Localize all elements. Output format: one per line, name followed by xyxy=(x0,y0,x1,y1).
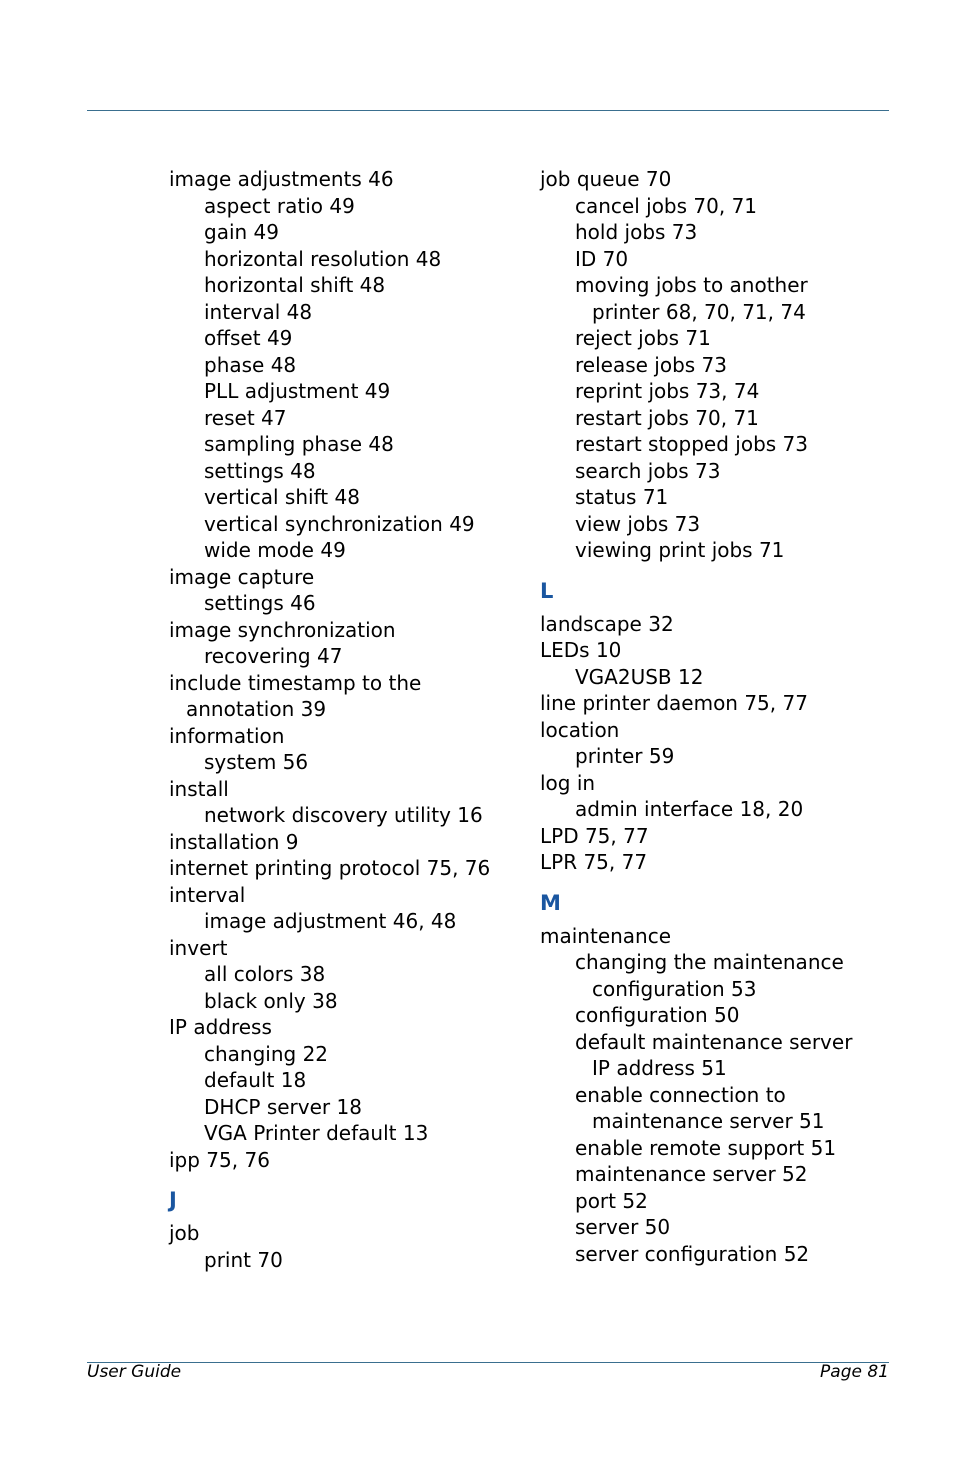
index-letter-heading: M xyxy=(540,890,561,915)
index-entry: job queue 70 xyxy=(540,167,672,191)
index-subentry: aspect ratio 49 xyxy=(204,193,355,218)
index-subentry: offset 49 xyxy=(204,326,293,350)
index-entry: LPD 75, 77 xyxy=(540,823,649,848)
index-subentry: hold jobs 73 xyxy=(575,220,698,244)
index-entry: information xyxy=(169,723,285,748)
index-subentry: interval 48 xyxy=(204,299,313,324)
index-subentry: cancel jobs 70, 71 xyxy=(575,193,758,218)
index-subentry: all colors 38 xyxy=(204,962,326,986)
index-subentry: ID 70 xyxy=(575,246,629,271)
footer-page-number: Page 81 xyxy=(820,1362,889,1382)
index-entry: landscape 32 xyxy=(540,611,674,636)
index-entry: invert xyxy=(169,935,228,960)
index-subentry: configuration 50 xyxy=(575,1003,740,1027)
index-subentry: phase 48 xyxy=(204,352,297,377)
index-subentry: maintenance server 52 xyxy=(575,1162,808,1186)
index-subentry: changing the maintenance xyxy=(575,950,844,974)
index-entry: internet printing protocol 75, 76 xyxy=(169,856,491,880)
index-subentry: server 50 xyxy=(575,1215,671,1239)
index-entry: install xyxy=(169,776,229,801)
index-entry: IP address xyxy=(169,1015,272,1039)
index-subentry: view jobs 73 xyxy=(575,511,701,536)
index-subentry: port 52 xyxy=(575,1188,648,1213)
index-subentry: viewing print jobs 71 xyxy=(575,538,785,562)
index-subentry: restart stopped jobs 73 xyxy=(575,432,808,456)
index-entry: image synchronization xyxy=(169,617,396,642)
index-subentry: status 71 xyxy=(575,485,669,509)
index-subentry: VGA2USB 12 xyxy=(575,664,704,689)
index-subentry: release jobs 73 xyxy=(575,352,728,377)
index-subentry: system 56 xyxy=(204,750,309,774)
index-column-right xyxy=(540,166,880,1267)
index-subentry: restart jobs 70, 71 xyxy=(575,405,759,430)
section-gap xyxy=(540,564,880,578)
index-entry: log in xyxy=(540,770,596,795)
index-subentry: reject jobs 71 xyxy=(575,326,711,350)
footer-rule xyxy=(87,1362,889,1363)
index-entry: maintenance xyxy=(540,923,672,948)
index-subentry: settings 46 xyxy=(204,591,316,615)
index-subentry: enable connection to xyxy=(575,1082,786,1107)
index-entry: location xyxy=(540,717,620,742)
index-subentry: wide mode 49 xyxy=(204,538,346,562)
index-entry: line printer daemon 75, 77 xyxy=(540,691,808,715)
index-subentry: default maintenance server xyxy=(575,1029,853,1054)
index-subentry: sampling phase 48 xyxy=(204,432,394,456)
index-entry-continuation: maintenance server 51 xyxy=(592,1109,825,1133)
index-entry-continuation: annotation 39 xyxy=(186,697,327,721)
index-entry-continuation: configuration 53 xyxy=(592,976,757,1001)
index-letter-heading: J xyxy=(169,1188,177,1212)
index-subentry: printer 59 xyxy=(575,744,675,768)
index-subentry: VGA Printer default 13 xyxy=(204,1121,429,1145)
index-subentry: vertical shift 48 xyxy=(204,485,360,509)
index-entry: LPR 75, 77 xyxy=(540,850,648,874)
index-subentry: PLL adjustment 49 xyxy=(204,379,391,403)
index-subentry: moving jobs to another xyxy=(575,273,808,297)
index-subentry: horizontal resolution 48 xyxy=(204,246,442,271)
index-letter-heading: L xyxy=(540,578,554,603)
index-subentry: horizontal shift 48 xyxy=(204,273,386,297)
index-entry: job xyxy=(169,1221,200,1245)
index-subentry: default 18 xyxy=(204,1068,307,1092)
index-entry: image adjustments 46 xyxy=(169,167,394,191)
index-subentry: reprint jobs 73, 74 xyxy=(575,379,760,403)
index-subentry: black only 38 xyxy=(204,988,338,1013)
index-subentry: admin interface 18, 20 xyxy=(575,797,804,821)
index-subentry: search jobs 73 xyxy=(575,458,721,483)
index-subentry: enable remote support 51 xyxy=(575,1135,837,1160)
index-subentry: changing 22 xyxy=(204,1041,329,1066)
index-subentry: network discovery utility 16 xyxy=(204,803,483,827)
index-entry-continuation: IP address 51 xyxy=(592,1056,727,1080)
index-subentry: DHCP server 18 xyxy=(204,1094,362,1119)
index-subentry: print 70 xyxy=(204,1247,283,1272)
index-subentry: vertical synchronization 49 xyxy=(204,511,475,536)
header-rule xyxy=(87,110,889,111)
index-entry: installation 9 xyxy=(169,829,299,854)
index-column-left xyxy=(169,166,509,1273)
index-subentry: gain 49 xyxy=(204,220,279,244)
index-entry: include timestamp to the xyxy=(169,670,422,695)
section-gap xyxy=(169,1173,509,1187)
index-subentry: server configuration 52 xyxy=(575,1241,810,1266)
index-subentry: settings 48 xyxy=(204,458,316,483)
section-gap xyxy=(540,876,880,890)
index-subentry: image adjustment 46, 48 xyxy=(204,909,457,933)
index-subentry: recovering 47 xyxy=(204,644,343,668)
index-entry: image capture xyxy=(169,564,315,589)
index-entry: ipp 75, 76 xyxy=(169,1147,270,1172)
index-entry-continuation: printer 68, 70, 71, 74 xyxy=(592,299,806,324)
index-entry: interval xyxy=(169,882,246,907)
index-entry: LEDs 10 xyxy=(540,638,622,662)
index-subentry: reset 47 xyxy=(204,405,287,430)
footer-document-title: User Guide xyxy=(87,1362,182,1382)
